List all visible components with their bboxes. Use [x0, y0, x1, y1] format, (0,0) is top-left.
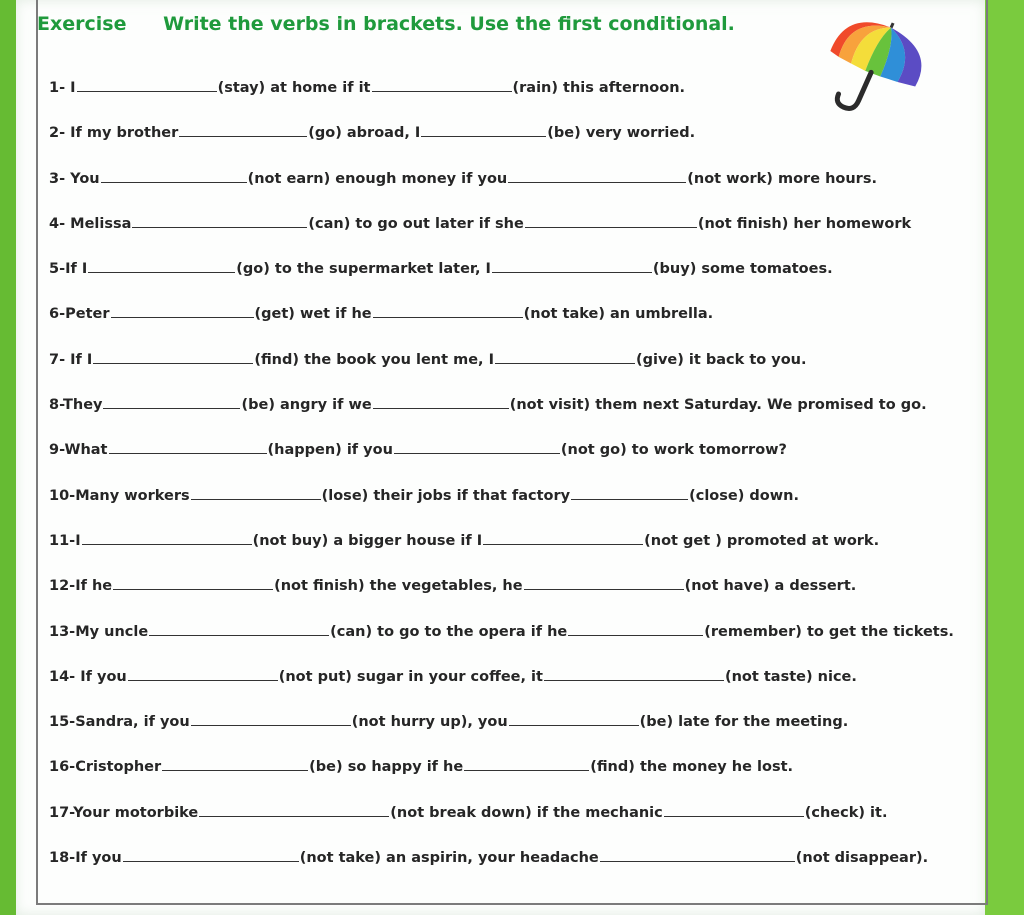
- item-text: 8-They: [49, 397, 103, 414]
- answer-blank[interactable]: [373, 394, 509, 409]
- item-text: (be) late for the meeting.: [639, 714, 849, 731]
- item-text: (rain) this afternoon.: [512, 80, 686, 96]
- item-text: (not break down) if the mechanic: [390, 804, 663, 821]
- answer-blank[interactable]: [191, 485, 321, 500]
- exercise-header: [37, 13, 735, 35]
- item-text: (not put) sugar in your coffee, it: [278, 668, 543, 685]
- answer-blank[interactable]: [600, 847, 795, 862]
- exercise-item: [49, 76, 989, 121]
- answer-blank[interactable]: [191, 711, 351, 726]
- answer-blank[interactable]: [373, 303, 523, 318]
- item-text: 18-If you: [49, 850, 122, 867]
- left-green-border: [0, 0, 16, 915]
- item-text: (be) very worried.: [547, 125, 696, 142]
- item-text: (not finish) the vegetables, he: [274, 578, 523, 595]
- answer-blank[interactable]: [372, 77, 512, 92]
- item-text: 14- If you: [49, 668, 127, 685]
- answer-blank[interactable]: [571, 485, 688, 500]
- item-text: (not earn) enough money if you: [247, 170, 508, 187]
- answer-blank[interactable]: [132, 213, 307, 228]
- item-text: (find) the money he lost.: [590, 759, 794, 776]
- item-text: 13-My uncle: [49, 623, 149, 640]
- item-text: (not take) an umbrella.: [523, 306, 714, 323]
- exercise-item: [49, 846, 989, 891]
- answer-blank[interactable]: [77, 77, 217, 92]
- exercise-item: [49, 665, 989, 710]
- exercise-item: [49, 801, 989, 846]
- item-text: (buy) some tomatoes.: [652, 261, 833, 278]
- answer-blank[interactable]: [464, 756, 589, 771]
- exercise-item: [49, 710, 989, 755]
- answer-blank[interactable]: [101, 168, 247, 183]
- answer-blank[interactable]: [483, 530, 643, 545]
- exercise-item: [49, 121, 989, 166]
- answer-blank[interactable]: [162, 756, 308, 771]
- item-text: (not buy) a bigger house if I: [252, 532, 483, 549]
- item-text: (not go) to work tomorrow?: [560, 442, 787, 459]
- item-text: (give) it back to you.: [635, 351, 807, 368]
- item-text: 15-Sandra, if you: [49, 714, 190, 731]
- item-text: 6-Peter: [49, 306, 110, 323]
- item-text: 3- You: [49, 170, 100, 187]
- exercise-item: [49, 620, 989, 665]
- exercise-item: [49, 755, 989, 800]
- answer-blank[interactable]: [103, 394, 240, 409]
- item-text: (happen) if you: [267, 442, 393, 459]
- item-text: 5-If I: [49, 261, 88, 278]
- answer-blank[interactable]: [128, 666, 278, 681]
- item-text: 10-Many workers: [49, 487, 190, 504]
- answer-blank[interactable]: [111, 303, 254, 318]
- answer-blank[interactable]: [179, 122, 307, 137]
- item-text: (lose) their jobs if that factory: [321, 487, 571, 504]
- item-text: (not disappear).: [795, 850, 929, 867]
- item-text: (be) angry if we: [241, 397, 372, 414]
- item-text: (be) so happy if he: [309, 759, 464, 776]
- exercise-item: [49, 348, 989, 393]
- answer-blank[interactable]: [109, 439, 267, 454]
- answer-blank[interactable]: [664, 802, 804, 817]
- item-text: 16-Cristopher: [49, 759, 162, 776]
- answer-blank[interactable]: [93, 349, 253, 364]
- answer-blank[interactable]: [509, 711, 639, 726]
- item-text: (get) wet if he: [254, 306, 372, 323]
- item-text: (can) to go to the opera if he: [330, 623, 568, 640]
- item-text: 2- If my brother: [49, 125, 179, 142]
- exercise-item: [49, 529, 989, 574]
- item-text: 9-What: [49, 442, 108, 459]
- item-text: (remember) to get the tickets.: [704, 623, 954, 640]
- answer-blank[interactable]: [421, 122, 546, 137]
- answer-blank[interactable]: [199, 802, 389, 817]
- right-green-border: [985, 0, 1024, 915]
- answer-blank[interactable]: [113, 575, 273, 590]
- item-text: (not get ) promoted at work.: [644, 532, 880, 549]
- item-text: (check) it.: [804, 804, 888, 821]
- item-text: 7- If I: [49, 351, 93, 368]
- answer-blank[interactable]: [492, 258, 652, 273]
- exercise-item: [49, 212, 989, 257]
- item-text: (not finish) her homework: [697, 215, 912, 232]
- answer-blank[interactable]: [495, 349, 635, 364]
- exercise-items-list: [49, 76, 989, 891]
- item-text: (stay) at home if it: [217, 80, 371, 96]
- item-text: (go) to the supermarket later, I: [236, 261, 491, 278]
- item-text: (not taste) nice.: [724, 668, 857, 685]
- item-text: 17-Your motorbike: [49, 804, 199, 821]
- exercise-item: [49, 484, 989, 529]
- item-text: (not visit) them next Saturday. We promised to go.: [509, 397, 927, 414]
- item-text: (go) abroad, I: [308, 125, 421, 142]
- item-text: (not have) a dessert.: [684, 578, 857, 595]
- item-text: 4- Melissa: [49, 215, 132, 232]
- item-text: (find) the book you lent me, I: [254, 351, 494, 368]
- answer-blank[interactable]: [544, 666, 724, 681]
- exercise-item: [49, 574, 989, 619]
- item-text: 12-If he: [49, 578, 113, 595]
- answer-blank[interactable]: [149, 621, 329, 636]
- answer-blank[interactable]: [568, 621, 703, 636]
- answer-blank[interactable]: [123, 847, 299, 862]
- answer-blank[interactable]: [508, 168, 686, 183]
- item-text: (close) down.: [689, 487, 799, 504]
- item-text: (not take) an aspirin, your headache: [299, 850, 599, 867]
- answer-blank[interactable]: [525, 213, 697, 228]
- answer-blank[interactable]: [82, 530, 252, 545]
- item-text: (not work) more hours.: [687, 170, 877, 187]
- exercise-title: Exercise: [37, 13, 127, 35]
- item-text: 1- I: [49, 80, 76, 96]
- item-text: (can) to go out later if she: [308, 215, 524, 232]
- exercise-item: [49, 167, 989, 212]
- worksheet-page: [16, 0, 985, 915]
- exercise-item: [49, 393, 989, 438]
- answer-blank[interactable]: [394, 439, 560, 454]
- answer-blank[interactable]: [88, 258, 235, 273]
- item-text: 11-I: [49, 532, 81, 549]
- exercise-item: [49, 257, 989, 302]
- exercise-instructions: Write the verbs in brackets. Use the first conditional.: [163, 13, 735, 35]
- item-text: (not hurry up), you: [351, 714, 508, 731]
- answer-blank[interactable]: [524, 575, 684, 590]
- exercise-item: [49, 438, 989, 483]
- exercise-item: [49, 302, 989, 347]
